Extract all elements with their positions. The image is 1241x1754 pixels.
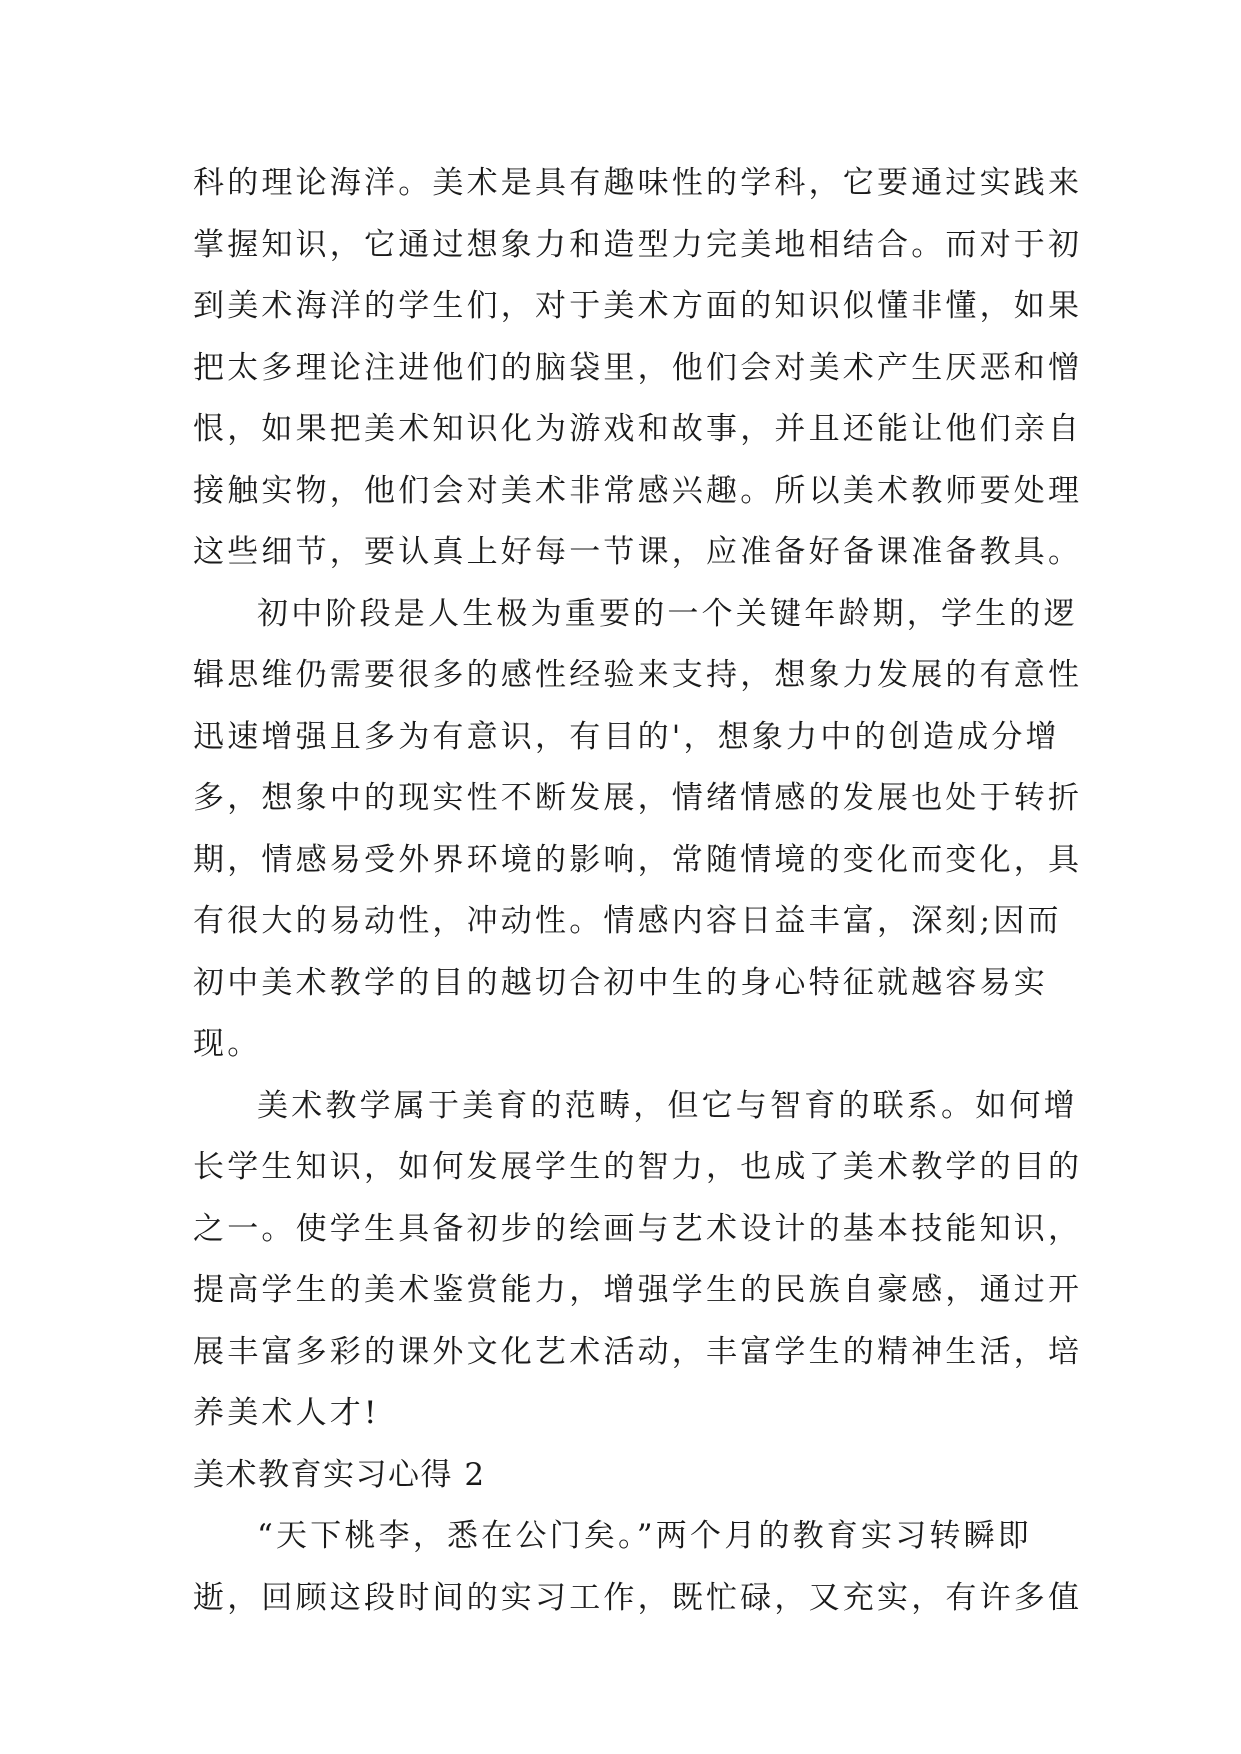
- paragraph-first-line: 初中阶段是人生极为重要的一个关键年龄期，学生的逻: [257, 595, 1078, 632]
- text-line: 养美术人才!: [193, 1395, 380, 1431]
- text-line: 接触实物，他们会对美术非常感兴趣。所以美术教师要处理: [193, 472, 1083, 509]
- text-line: 迅速增强且多为有意识，有目的'，想象力中的创造成分增: [193, 718, 1060, 755]
- text-line: 有很大的易动性，冲动性。情感内容日益丰富，深刻;因而: [193, 903, 1062, 939]
- text-line: 期，情感易受外界环境的影响，常随情境的变化而变化，具: [193, 841, 1083, 878]
- text-line: 掌握知识，它通过想象力和造型力完美地相结合。而对于初: [193, 226, 1083, 263]
- paragraph-first-line: “天下桃李，悉在公门矣。”两个月的教育实习转瞬即: [257, 1518, 1032, 1554]
- text-line: 初中美术教学的目的越切合初中生的身心特征就越容易实: [193, 964, 1048, 1001]
- text-line: 把太多理论注进他们的脑袋里，他们会对美术产生厌恶和憎: [193, 349, 1083, 386]
- text-line: 科的理论海洋。美术是具有趣味性的学科，它要通过实践来: [193, 165, 1083, 201]
- text-line: 到美术海洋的学生们，对于美术方面的知识似懂非懂，如果: [193, 288, 1083, 324]
- text-line: 展丰富多彩的课外文化艺术活动，丰富学生的精神生活，培: [193, 1333, 1083, 1370]
- text-line: 辑思维仍需要很多的感性经验来支持，想象力发展的有意性: [193, 657, 1083, 693]
- text-line: 多，想象中的现实性不断发展，情绪情感的发展也处于转折: [193, 780, 1083, 816]
- text-line: 恨，如果把美术知识化为游戏和故事，并且还能让他们亲自: [193, 411, 1083, 447]
- text-line: 提高学生的美术鉴赏能力，增强学生的民族自豪感，通过开: [193, 1272, 1083, 1308]
- section-heading: 美术教育实习心得 2: [193, 1456, 486, 1493]
- document-body: [193, 153, 1083, 1629]
- text-line: 这些细节，要认真上好每一节课，应准备好备课准备教具。: [193, 534, 1083, 570]
- text-line: 逝，回顾这段时间的实习工作，既忙碌，又充实，有许多值: [193, 1579, 1083, 1616]
- text-line: 之一。使学生具备初步的绘画与艺术设计的基本技能知识，: [193, 1210, 1083, 1247]
- text-line: 长学生知识，如何发展学生的智力，也成了美术教学的目的: [193, 1149, 1083, 1185]
- text-line: 现。: [193, 1026, 262, 1062]
- paragraph-first-line: 美术教学属于美育的范畴，但它与智育的联系。如何增: [257, 1087, 1078, 1124]
